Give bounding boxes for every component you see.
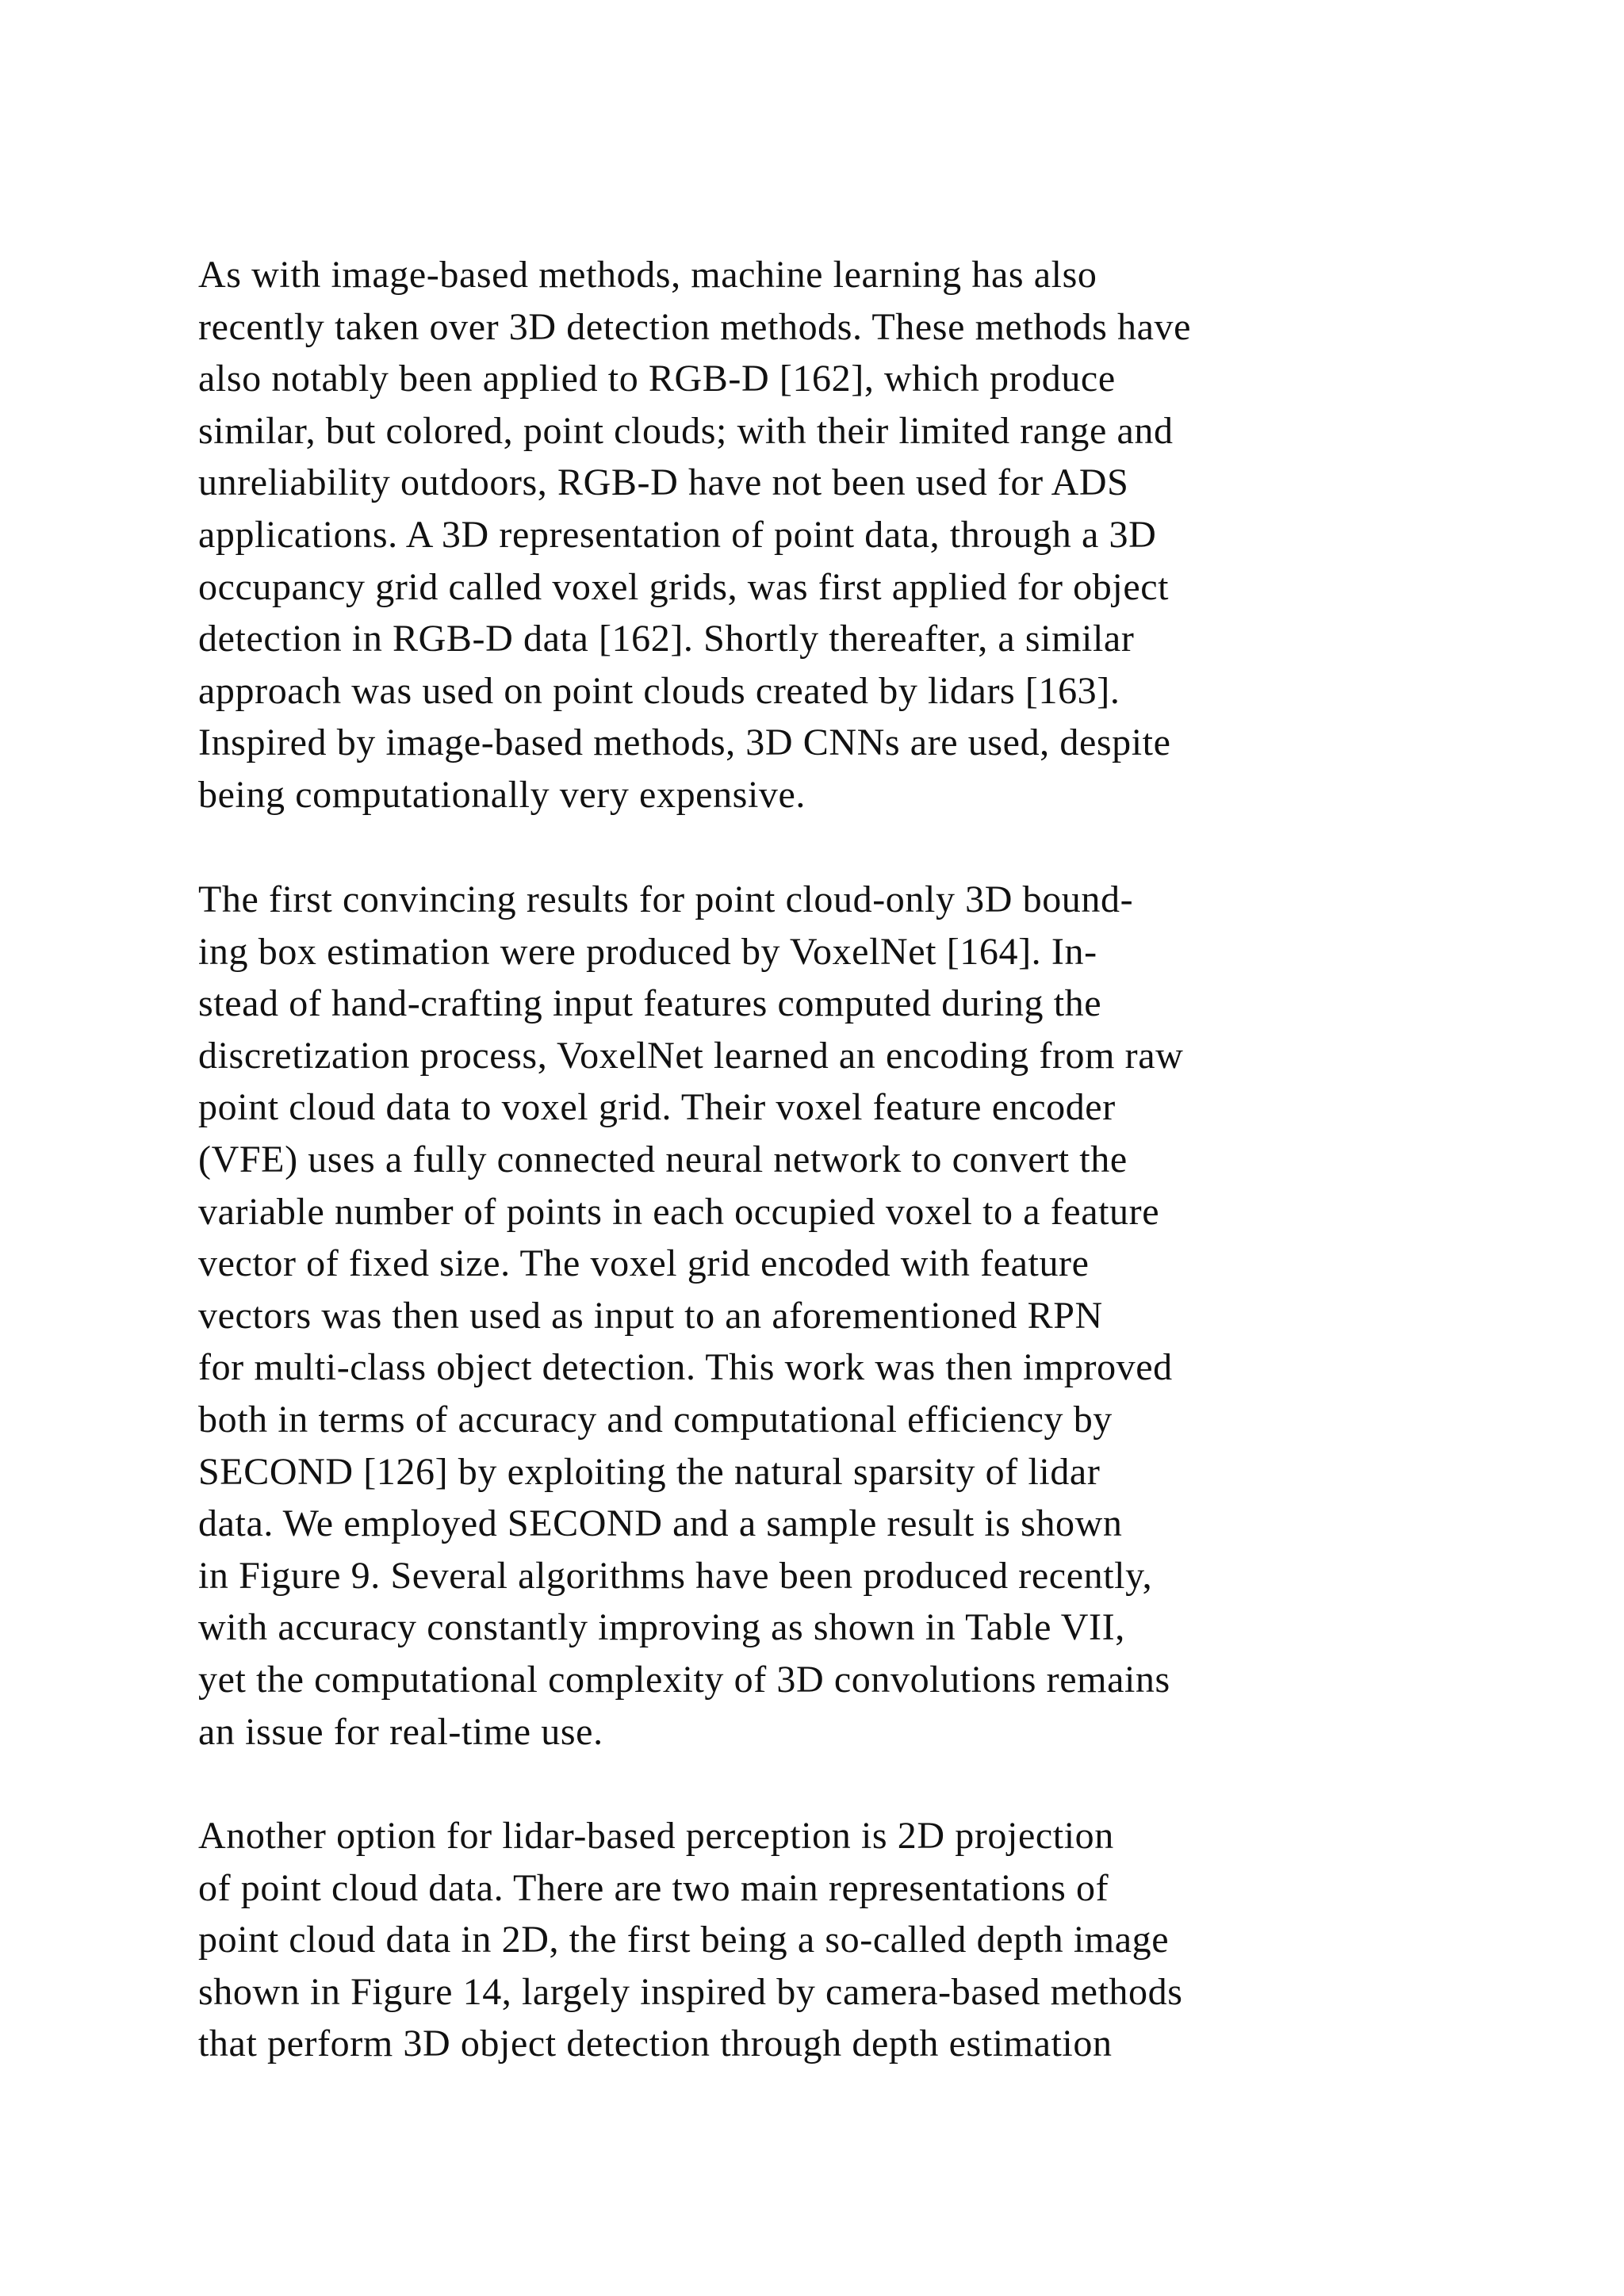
text-line: stead of hand-crafting input features computed during the	[198, 982, 1102, 1025]
text-line: of point cloud data. There are two main representations of	[198, 1866, 1109, 1909]
text-line: occupancy grid called voxel grids, was first applied for object	[198, 565, 1170, 608]
text-line: applications. A 3D representation of point data, through a 3D	[198, 513, 1157, 556]
text-line: Inspired by image-based methods, 3D CNNs are used, despite	[198, 721, 1171, 764]
text-line: vectors was then used as input to an aforementioned RPN	[198, 1294, 1103, 1337]
text-line: (VFE) uses a fully connected neural network to convert the	[198, 1138, 1128, 1181]
text-line: point cloud data to voxel grid. Their voxel feature encoder	[198, 1086, 1116, 1129]
paragraph-3	[198, 1810, 1499, 2070]
text-line: As with image-based methods, machine learning has also	[198, 254, 1097, 296]
text-line: with accuracy constantly improving as shown in Table VII,	[198, 1606, 1125, 1649]
text-line: recently taken over 3D detection methods. These methods have	[198, 305, 1192, 348]
text-line: point cloud data in 2D, the first being a so-called depth image	[198, 1919, 1170, 1961]
text-line: approach was used on point clouds created by lidars [163].	[198, 669, 1120, 712]
text-line: unreliability outdoors, RGB-D have not been used for ADS	[198, 461, 1129, 504]
text-line: discretization process, VoxelNet learned an encoding from raw	[198, 1034, 1184, 1077]
text-line: similar, but colored, point clouds; with their limited range and	[198, 409, 1174, 452]
text-line: The first convincing results for point cloud-only 3D bound-	[198, 878, 1134, 920]
text-line: vector of fixed size. The voxel grid encoded with feature	[198, 1242, 1090, 1285]
text-line: that perform 3D object detection through depth estimation	[198, 2022, 1113, 2065]
text-line: ing box estimation were produced by VoxelNet [164]. In-	[198, 930, 1097, 973]
text-line: for multi-class object detection. This work was then improved	[198, 1346, 1173, 1389]
text-line: both in terms of accuracy and computational efficiency by	[198, 1398, 1113, 1441]
text-line: yet the computational complexity of 3D convolutions remains	[198, 1658, 1170, 1701]
text-line: in Figure 9. Several algorithms have been produced recently,	[198, 1554, 1153, 1597]
text-line: an issue for real-time use.	[198, 1710, 603, 1753]
text-line: being computationally very expensive.	[198, 773, 806, 816]
paragraph-2	[198, 874, 1499, 1758]
text-line: detection in RGB-D data [162]. Shortly thereafter, a similar	[198, 618, 1135, 660]
text-line: data. We employed SECOND and a sample result is shown	[198, 1502, 1123, 1545]
text-line: Another option for lidar-based perception is 2D projection	[198, 1815, 1114, 1857]
text-line: SECOND [126] by exploiting the natural sparsity of lidar	[198, 1450, 1101, 1493]
text-line: also notably been applied to RGB-D [162], which produce	[198, 358, 1116, 400]
text-line: variable number of points in each occupied voxel to a feature	[198, 1190, 1160, 1233]
paragraph-1	[198, 249, 1499, 821]
text-line: shown in Figure 14, largely inspired by camera-based methods	[198, 1970, 1183, 2013]
